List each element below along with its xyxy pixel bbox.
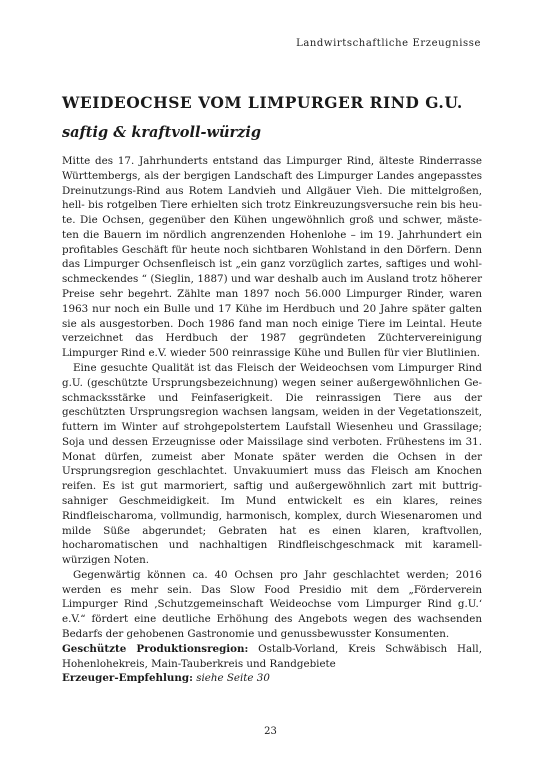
running-head: Landwirtschaftliche Erzeugnisse bbox=[296, 38, 481, 49]
article-title: WEIDEOCHSE VOM LIMPURGER RIND G.U. bbox=[62, 93, 463, 112]
paragraph-history: Mitte des 17. Jahrhunderts entstand das Limpurger Rind, älteste Rinderrasse Württembergs, als der bergigen Landschaft des Limpurger Landes angepasstes Dreinutzungs-Rind aus Rotem Landvieh und Allgäuer Vieh. Die mittelgroßen, hell- bis rotgelben Tiere erhielten sich trotz Einkreuzungsversuche rein bis heute. Die Ochsen, gegenüber den Kühen ungewöhnlich groß und schwer, mästeten die Bauern im nördlich angrenzenden Hohenlohe – im 19. Jahrhundert ein profitables Geschäft für heute noch sichtbaren Wohlstand in den Dörfern. Denn das Limpurger Ochsenfleisch ist „ein ganz vorzüglich zartes, saftiges und wohlschmeckendes “ (Sieglin, 1887) und war deshalb auch im Ausland trotz höherer Preise sehr begehrt. Zählte man 1897 noch 56.000 Limpurger Rinder, waren 1963 nur noch ein Bulle und 17 Kühe im Herdbuch und 20 Jahre später galten sie als ausgestorben. Doch 1986 fand man noch einige Tiere im Leintal. Heute verzeichnet das Herdbuch der 1987 gegründeten Züchtervereinigung Limpurger Rind e.V. wieder 500 reinrassige Kühe und Bullen für vier Blutlinien. bbox=[62, 155, 482, 360]
article-subtitle: saftig & kraftvoll-würzig bbox=[62, 124, 262, 141]
production-region bbox=[62, 642, 482, 672]
producer-recommendation bbox=[62, 671, 482, 686]
production-region-label: Geschützte Produktionsregion: bbox=[62, 642, 249, 655]
producer-recommendation-label: Erzeuger-Empfehlung: bbox=[62, 672, 193, 685]
article-body bbox=[62, 154, 482, 686]
producer-recommendation-value: siehe Seite 30 bbox=[196, 672, 270, 685]
production-region-value: Ostalb-Vorland, Kreis Schwäbisch Hall, Hohenlohekreis, Main-Tauberkreis und Randgebiete bbox=[62, 642, 482, 670]
paragraph-present: Gegenwärtig können ca. 40 Ochsen pro Jahr geschlachtet werden; 2016 werden es mehr sein. Das Slow Food Presidio mit dem „Förderverein Limpurger Rind ‚Schutzgemeinschaft Weideochse vom Limpurger Rind g.U.‘ e.V.“ fördert eine deutliche Erhöhung des Angebots wegen des wachsenden Bedarfs der gehobenen Gastronomie und genussbewusster Konsumenten. bbox=[62, 568, 482, 640]
page-number: 23 bbox=[264, 726, 277, 737]
paragraph-quality: Eine gesuchte Qualität ist das Fleisch der Weideochsen vom Limpurger Rind g.U. (geschützte Ursprungsbezeichnung) wegen seiner außergewöhnlichen Geschmacksstärke und Feinfaserigkeit. Die reinrassigen Tiere aus der geschützten Ursprungsregion wachsen langsam, weiden in der Vegetationszeit, futtern im Winter auf strohgepolstertem Laufstall Wiesenheu und Grassilage; Soja und dessen Erzeugnisse oder Maissilage sind verboten. Frühestens im 31. Monat dürfen, zumeist aber Monate später werden die Ochsen in der Ursprungsregion geschlachtet. Unvakuumiert muss das Fleisch am Knochen reifen. Es ist gut marmoriert, saftig und außergewöhnlich zart mit buttrig-sahniger Geschmeidigkeit. Im Mund entwickelt es ein klares, reines Rindfleischaroma, vollmundig, harmonisch, komplex, durch Wiesenaromen und milde Süße abgerundet; Gebraten hat es einen klaren, kraftvollen, hocharomatischen und nachhaltigen Rindfleischgeschmack mit karamell-würzigen Noten. bbox=[62, 361, 482, 567]
